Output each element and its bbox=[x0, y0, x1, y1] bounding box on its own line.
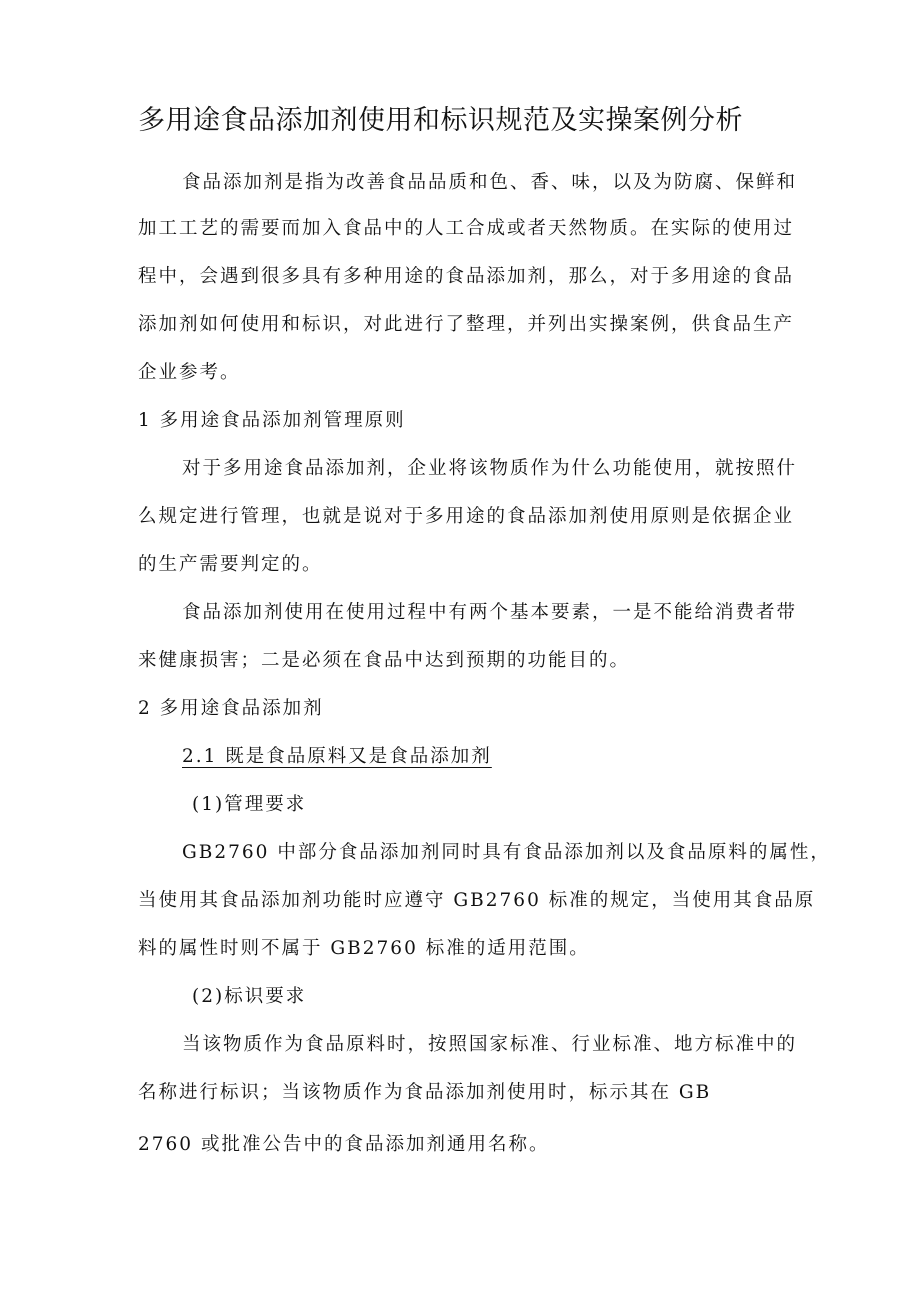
intro-line: 加工工艺的需要而加入食品中的人工合成或者天然物质。在实际的使用过 bbox=[138, 218, 795, 239]
labeling-para-line: 2760 或批准公告中的食品添加剂通用名称。 bbox=[138, 1134, 550, 1155]
section-1-para1-line: 对于多用途食品添加剂，企业将该物质作为什么功能使用，就按照什 bbox=[182, 458, 798, 479]
section-1-para2-line: 来健康损害；二是必须在食品中达到预期的功能目的。 bbox=[138, 650, 631, 671]
subsection-2-1-heading: 2.1 既是食品原料又是食品添加剂 bbox=[182, 746, 492, 767]
labeling-para-line: 当该物质作为食品原料时，按照国家标准、行业标准、地方标准中的 bbox=[182, 1034, 798, 1055]
intro-line: 食品添加剂是指为改善食品品质和色、香、味，以及为防腐、保鲜和 bbox=[182, 172, 798, 193]
management-requirements-heading: (1)管理要求 bbox=[192, 794, 307, 815]
intro-line: 程中，会遇到很多具有多种用途的食品添加剂，那么，对于多用途的食品 bbox=[138, 266, 795, 287]
management-para-line: 料的属性时则不属于 GB2760 标准的适用范围。 bbox=[138, 938, 590, 959]
section-1-para2-line: 食品添加剂使用在使用过程中有两个基本要素，一是不能给消费者带 bbox=[182, 602, 798, 623]
labeling-requirements-heading: (2)标识要求 bbox=[192, 986, 307, 1007]
document-title: 多用途食品添加剂使用和标识规范及实操案例分析 bbox=[138, 105, 743, 136]
section-1-heading: 1 多用途食品添加剂管理原则 bbox=[138, 410, 406, 431]
section-1-para1-line: 么规定进行管理，也就是说对于多用途的食品添加剂使用原则是依据企业 bbox=[138, 506, 795, 527]
labeling-para-line: 名称进行标识；当该物质作为食品添加剂使用时，标示其在 GB bbox=[138, 1082, 712, 1103]
management-para-line: 当使用其食品添加剂功能时应遵守 GB2760 标准的规定，当使用其食品原 bbox=[138, 890, 816, 911]
management-para-line: GB2760 中部分食品添加剂同时具有食品添加剂以及食品原料的属性， bbox=[182, 842, 831, 863]
intro-line: 企业参考。 bbox=[138, 362, 241, 383]
section-2-heading: 2 多用途食品添加剂 bbox=[138, 698, 324, 719]
section-1-para1-line: 的生产需要判定的。 bbox=[138, 554, 323, 575]
intro-line: 添加剂如何使用和标识，对此进行了整理，并列出实操案例，供食品生产 bbox=[138, 314, 795, 335]
